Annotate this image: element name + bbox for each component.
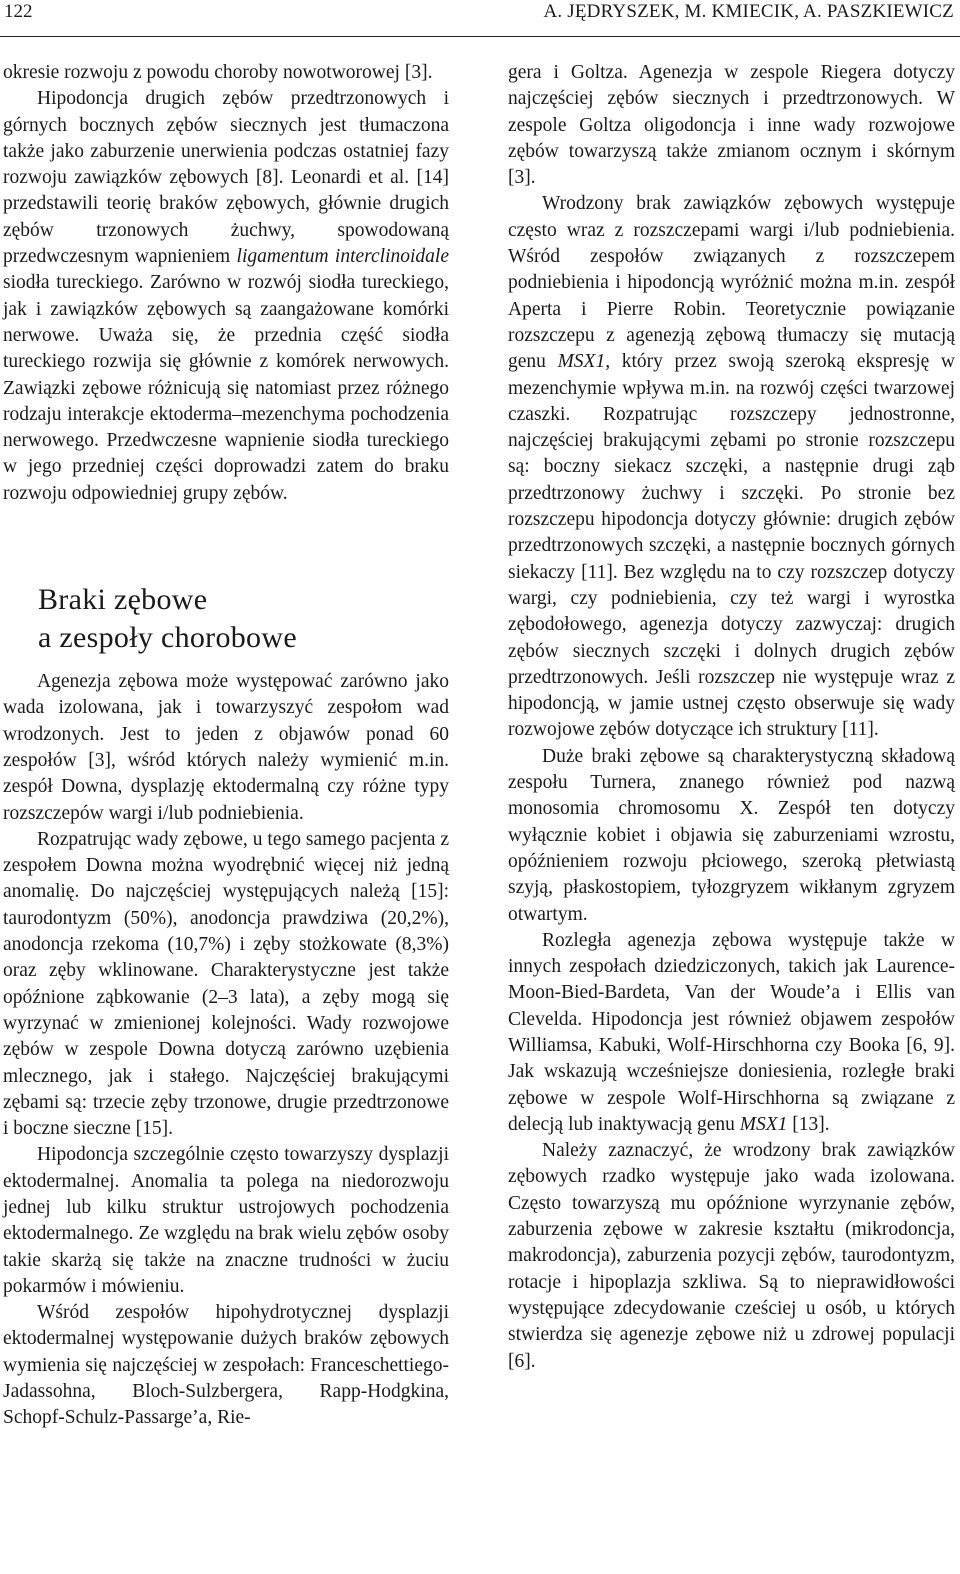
- latin-term: ligamentum interclinoidale: [236, 246, 449, 268]
- paragraph-text: Hipodoncja drugich zębów przedtrzonowych i górnych bocznych zębów siecznych jest tłumaczona także jako zaburzenie unerwienia podczas ostatniej fazy rozwoju zawiązków zębowych [8]. Leonardi et al. [14] przedstawili teorię braków zębowych, głównie drugich zębów trzonowych żuchwy, spowodowaną przedwczesnym wapnieniem: [3, 88, 449, 268]
- paragraph: okresie rozwoju z powodu choroby nowotworowej [3].: [3, 62, 433, 83]
- paragraph: gera i Goltza. Agenezja w zespole Riegera dotyczy najczęściej zębów siecznych i przedtrzonowych. W zespole Goltza oligodoncja i inne wady rozwojowe zębów towarzyszą także zmianom ocznym i skórnym [3].: [508, 62, 955, 189]
- page-header: [0, 0, 960, 30]
- left-column: [3, 60, 449, 1432]
- paragraph: Agenezja zębowa może występować zarówno jako wada izolowana, jak i towarzyszyć zespołom wad wrodzonych. Jest to jeden z objawów ponad 60 zespołów [3], wśród których należy wymienić m.in. zespół Downa, dysplazję ektodermalną czy różne typy rozszczepów wargi i/lub podniebienia.: [3, 671, 449, 824]
- gene-name: MSX1: [739, 1113, 788, 1135]
- paragraph: Wśród zespołów hipohydrotycznej dysplazji ektodermalnej występowanie dużych braków zębowych wymienia się najczęściej w zespołach: Franceschettiego-Jadassohna, Bloch-Sulzbergera, Rapp-Hodgkina, Schopf-Schulz-Passarge’a, Rie-: [3, 1302, 449, 1429]
- header-rule: [0, 36, 960, 37]
- paragraph: [508, 928, 955, 1138]
- section-heading-line: a zespoły chorobowe: [38, 621, 297, 655]
- page-number: 122: [4, 1, 33, 22]
- paragraph: Rozpatrując wady zębowe, u tego samego pacjenta z zespołem Downa można wyodrębnić więcej niż jedną anomalię. Do najczęściej występujących należą [15]: taurodontyzm (50%), anodoncja prawdziwa (20,2%), anodoncja rzekoma (10,7%) i zęby stożkowate (8,3%) oraz zęby wklinowane. Charakterystyczne jest także opóźnione ząbkowanie (2–3 lata), a zęby mogą się wyrzynać w zmienionej kolejności. Wady rozwojowe zębów w zespole Downa dotyczą zarówno uzębienia mlecznego, jak i stałego. Najczęściej brakującymi zębami są: trzecie zęby trzonowe, drugie przedtrzonowe i boczne sieczne [15].: [3, 828, 449, 1140]
- paragraph-text: [13].: [792, 1113, 830, 1135]
- paragraph: Duże braki zębowe są charakterystyczną składową zespołu Turnera, znanego również pod nazwą monosomia chromosomu X. Zespół ten dotyczy wyłącznie kobiet i objawia się zaburzeniami wzrostu, opóźnieniem rozwoju płciowego, szeroką płetwiastą szyją, płaskostopiem, tyłozgryzem wikłanym zgryzem otwartym.: [508, 745, 955, 925]
- paragraph: [3, 86, 449, 507]
- paragraph-text: siodła tureckiego. Zarówno w rozwój siodła tureckiego, jak i zawiązków zębowych są zaangażowane komórki nerwowe. Uważa się, że przednia część siodła tureckiego rozwija się głównie z komórek nerwowych. Zawiązki zębowe różnicują się natomiast przez różnego rodzaju interakcje ektoderma–mezenchyma pochodzenia nerwowego. Przedwczesne wapnienie siodła tureckiego w jego przedniej części doprowadzi zatem do braku rozwoju odpowiedniej grupy zębów.: [3, 272, 449, 504]
- running-head-authors: A. JĘDRYSZEK, M. KMIECIK, A. PASZKIEWICZ: [543, 1, 954, 22]
- paragraph: Hipodoncja szczególnie często towarzyszy dysplazji ektodermalnej. Anomalia ta polega na niedorozwoju jednej lub kilku struktur ustrojowych pochodzenia ektodermalnego. Ze względu na brak wielu zębów osoby takie skarżą się także na znaczne trudności w żuciu pokarmów i mówieniu.: [3, 1144, 449, 1297]
- gene-name: MSX1: [557, 351, 606, 373]
- section-heading-line: Braki zębowe: [38, 583, 208, 617]
- paragraph: [508, 191, 955, 743]
- paragraph: Należy zaznaczyć, że wrodzony brak zawiązków zębowych rzadko występuje jako wada izolowana. Często towarzyszą mu opóźnione wyrzynanie zębów, zaburzenia zębowe w zakresie kształtu (mikrodoncja, makrodoncja), zaburzenia pozycji zębów, taurodontyzm, rotacje i hipoplazja szkliwa. Są to nieprawidłowości występujące zdecydowanie cześciej u osób, u których stwierdza się agenezje zębowe niż u zdrowej populacji [6].: [508, 1140, 955, 1372]
- section-heading: [38, 581, 449, 657]
- paragraph-text: Wrodzony brak zawiązków zębowych występuje często wraz z rozszczepami wargi i/lub podniebienia. Wśród zespołów związanych z rozszczepem podniebienia i hipodoncją wyróżnić można m.in. zespół Aperta i Pierre Robin. Teoretycznie powiązanie rozszczepu z agenezją zębową tłumaczy się mutacją genu: [508, 193, 955, 373]
- right-column: [508, 60, 955, 1375]
- paragraph-text: Rozległa agenezja zębowa występuje także w innych zespołach dziedziczonych, takich jak Laurence-Moon-Bied-Bardeta, Van der Woude’a i Ellis van Clevelda. Hipodoncja jest również objawem zespołów Williamsa, Kabuki, Wolf-Hirschhorna czy Booka [6, 9]. Jak wskazują wcześniejsze doniesienia, rozległe braki zębowe w zespole Wolf-Hirschhorna są związane z delecją lub inaktywacją genu: [508, 929, 955, 1135]
- paragraph-text: , który przez swoją szeroką ekspresję w mezenchymie wpływa m.in. na rozwój części twarzowej czaszki. Rozpatrując rozszczepy jednostronne, najczęściej brakującymi zębami po stronie rozszczepu są: boczny siekacz szczęki, a następnie drugi ząb przedtrzonowy żuchwy i szczęki. Po stronie bez rozszczepu hipodoncja dotyczy głównie: drugich zębów przedtrzonowych szczęki, a następnie bocznych górnych siekaczy [11]. Bez względu na to czy rozszczep dotyczy wargi, czy podniebienia, czy też wargi i wyrostka zębodołowego, agenezja dotyczy zazwyczaj: drugich zębów siecznych szczęki i dolnych drugich zębów przedtrzonowych. Jeśli rozszczep nie występuje wraz z hipodoncją, w jamie ustnej często obserwuje się wady rozwojowe zębów dotyczące ich struktury [11].: [508, 351, 955, 741]
